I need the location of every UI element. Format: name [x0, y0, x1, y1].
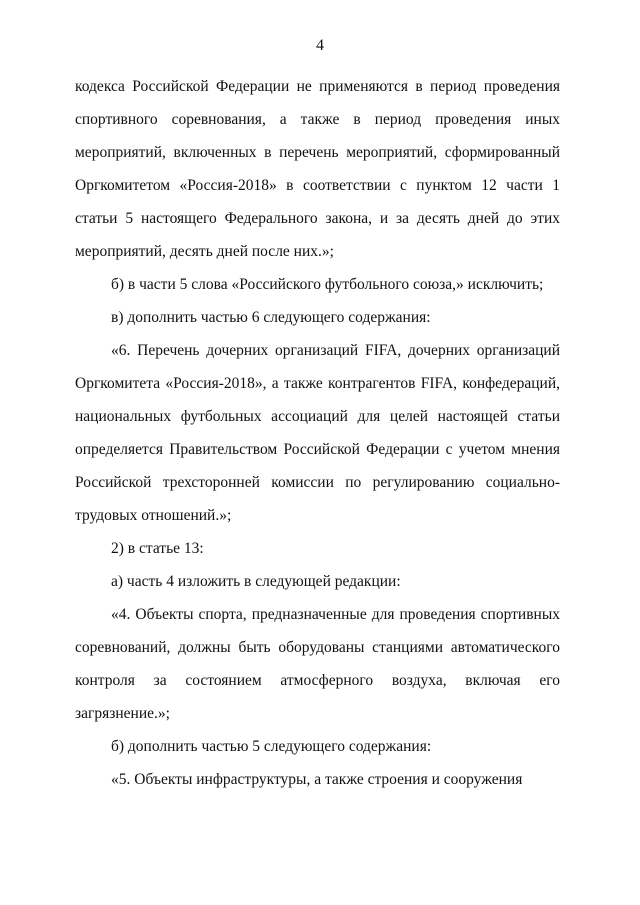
paragraph-article-13: 2) в статье 13:	[111, 540, 204, 557]
document-body	[75, 70, 560, 796]
paragraph-quote-part-4: «4. Объекты спорта, предназначенные для проведения спортивных соревнований, должны быть оборудованы станциями автоматического контроля за состоянием атмосферного воздуха, включая его загрязнение.»;	[75, 606, 560, 722]
page-number: 4	[316, 37, 324, 54]
paragraph-continuation: кодекса Российской Федерации не применяются в период проведения спортивного соревнования, а также в период проведения иных мероприятий, включенных в перечень мероприятий, сформированный Оргкомитетом «Россия-2018» в соответствии с пунктом 12 части 1 статьи 5 настоящего Федерального закона, и за десять дней до этих мероприятий, десять дней после них.»;	[75, 78, 560, 260]
paragraph-item-b: б) в части 5 слова «Российского футбольного союза,» исключить;	[111, 276, 544, 293]
paragraph-item-b-2: б) дополнить частью 5 следующего содержания:	[111, 738, 432, 755]
paragraph-item-v: в) дополнить частью 6 следующего содержания:	[111, 309, 431, 326]
paragraph-quote-part-5: «5. Объекты инфраструктуры, а также строения и сооружения	[111, 771, 523, 788]
paragraph-quote-part-6: «6. Перечень дочерних организаций FIFA, дочерних организаций Оргкомитета «Россия-2018», а также контрагентов FIFA, конфедераций, национальных футбольных ассоциаций для целей настоящей статьи определяется Правительством Российской Федерации с учетом мнения Российской трехсторонней комиссии по регулированию социально-трудовых отношений.»;	[75, 342, 560, 524]
paragraph-item-a: а) часть 4 изложить в следующей редакции:	[111, 573, 401, 590]
